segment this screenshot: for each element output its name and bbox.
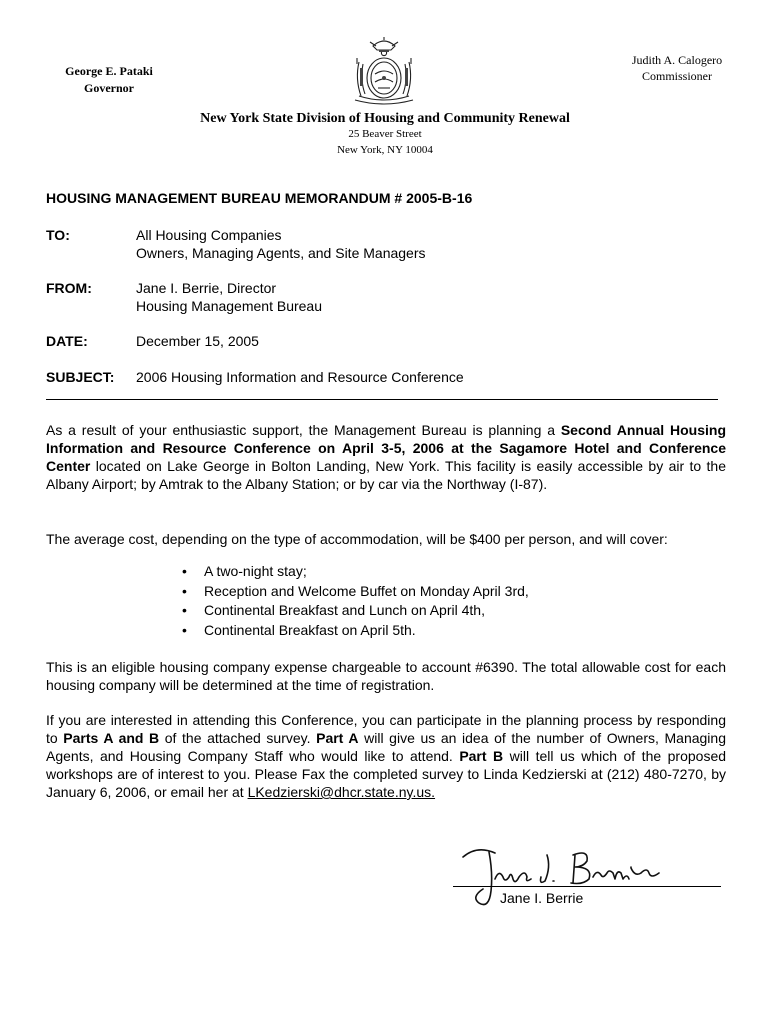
from-label: FROM: (46, 280, 92, 296)
paragraph-survey (46, 711, 726, 801)
p1-conference-highlight: Second Annual Housing Information and Resource Conference on April 3-5, 2006 at the Sagamore Hotel and Conference Center (46, 422, 726, 474)
p4-text-a: If you are interested in attending this Conference, you can participate in the planning process by responding to (46, 712, 726, 746)
p4-text-d: will tell us which of the proposed workshops are of interest to you. Please Fax the completed survey to Linda Kedzierski at (212) 480-7270, by January 6, 2006, or email her at (46, 748, 727, 800)
subject-label: SUBJECT: (46, 369, 115, 385)
list-item: • A two-night stay; (182, 562, 529, 582)
from-sender (136, 279, 322, 315)
governor-title: Governor (84, 81, 134, 95)
p1-text-a: As a result of your enthusiastic support, the Management Bureau is planning a (46, 422, 561, 438)
header-divider (46, 399, 718, 400)
list-item: • Reception and Welcome Buffet on Monday April 3rd, (182, 582, 529, 602)
commissioner-block (612, 52, 742, 84)
subject-value: 2006 Housing Information and Resource Conference (136, 369, 464, 385)
date-value: December 15, 2005 (136, 333, 259, 349)
p4-text-c: will give us an idea of the number of Owners, Managing Agents, and Housing Company Staff who would like to attend. (46, 730, 726, 764)
cost-coverage-list (182, 562, 529, 640)
paragraph-expense: This is an eligible housing company expense chargeable to account #6390. The total allowable cost for each housing company will be determined at the time of registration. (46, 659, 726, 693)
to-line1: All Housing Companies (136, 227, 282, 243)
paragraph-conference-intro (46, 421, 726, 493)
list-item: • Continental Breakfast on April 5th. (182, 621, 529, 641)
governor-block (48, 63, 170, 97)
to-label: TO: (46, 227, 70, 243)
paragraph-cost: The average cost, depending on the type of accommodation, will be $400 per person, and will cover: (46, 531, 668, 547)
governor-name: George E. Pataki (65, 64, 153, 78)
agency-address-line1: 25 Beaver Street (348, 128, 422, 140)
signer-name: Jane I. Berrie (500, 890, 584, 906)
from-line1: Jane I. Berrie, Director (136, 280, 277, 296)
agency-address-line2: New York, NY 10004 (337, 144, 433, 156)
email-link[interactable]: LKedzierski@dhcr.state.ny.us. (247, 784, 436, 800)
p4-text-b: of the attached survey. (159, 730, 317, 746)
to-line2: Owners, Managing Agents, and Site Managers (136, 245, 426, 261)
signature-line (453, 886, 721, 887)
to-recipients (136, 226, 426, 262)
commissioner-name: Judith A. Calogero (631, 53, 723, 67)
new-york-state-seal-icon (345, 34, 423, 106)
p4-part-a: Part A (316, 730, 359, 746)
p4-part-b: Part B (459, 748, 504, 764)
list-item: • Continental Breakfast and Lunch on April 4th, (182, 601, 529, 621)
p1-text-b: located on Lake George in Bolton Landing, New York. This facility is easily accessible by air to the Albany Airport; by Amtrak to the Albany Station; or by car via the Northway (I-87). (46, 458, 726, 492)
agency-name: New York State Division of Housing and Community Renewal (200, 111, 570, 126)
memo-title: HOUSING MANAGEMENT BUREAU MEMORANDUM # 2005-B-16 (46, 190, 473, 206)
commissioner-title: Commissioner (641, 69, 712, 83)
p4-parts-a-b: Parts A and B (63, 730, 160, 746)
date-label: DATE: (46, 333, 88, 349)
from-line2: Housing Management Bureau (136, 298, 323, 314)
